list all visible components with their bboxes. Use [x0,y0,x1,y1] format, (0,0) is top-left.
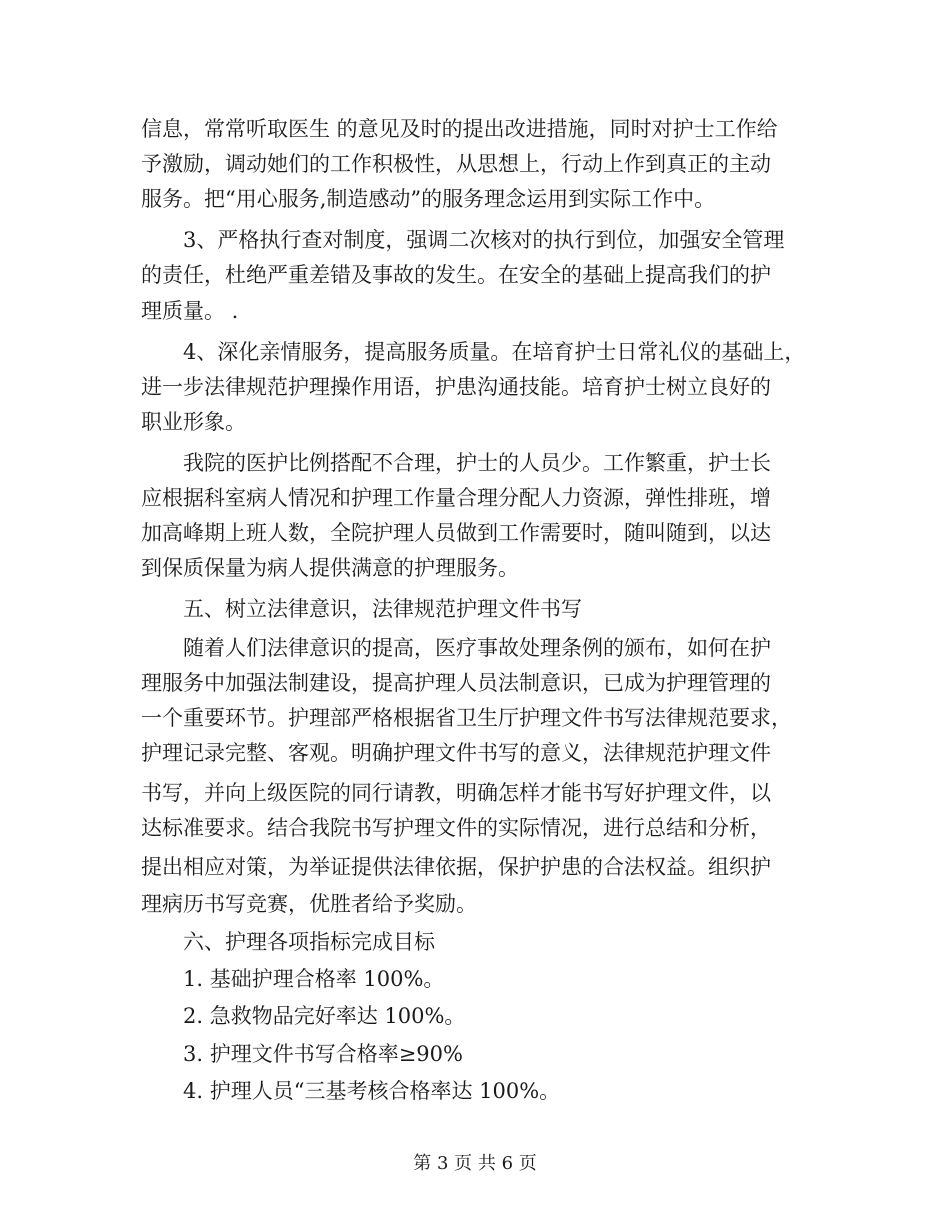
paragraph-line: 3、严格执行查对制度，强调二次核对的执行到位，加强安全管理 [183,228,785,252]
paragraph-line: 应根据科室病人情况和护理工作量合理分配人力资源，弹性排班，增 [141,486,771,510]
paragraph-line: 的责任，杜绝严重差错及事故的发生。在安全的基础上提高我们的护 [141,263,771,287]
section-heading: 六、护理各项指标完成目标 [183,930,435,954]
list-item: 3. 护理文件书写合格率≥90% [183,1042,463,1066]
paragraph-line: 理服务中加强法制建设，提高护理人员法制意识，已成为护理管理的 [141,671,771,695]
paragraph-line: 加高峰期上班人数，全院护理人员做到工作需要时，随叫随到，以达 [141,521,771,545]
paragraph-line: 随着人们法律意识的提高，医疗事故处理条例的颁布，如何在护 [183,636,771,660]
paragraph-line: 进一步法律规范护理操作用语，护患沟通技能。培育护士树立良好的 [141,375,771,399]
paragraph-line: 服务。把“用心服务,制造感动”的服务理念运用到实际工作中。 [141,187,716,211]
paragraph-line: 予激励，调动她们的工作积极性，从思想上，行动上作到真正的主动 [141,152,771,176]
paragraph-line: 我院的医护比例搭配不合理，护士的人员少。工作繁重，护士长 [183,451,771,475]
paragraph-line: 提出相应对策，为举证提供法律依据，保护护患的合法权益。组织护 [141,855,771,879]
paragraph-line: 职业形象。 [141,410,246,434]
paragraph-line: 到保质保量为病人提供满意的护理服务。 [141,556,519,580]
paragraph-line: 理质量。 . [141,299,239,323]
paragraph-line: 书写，并向上级医院的同行请教，明确怎样才能书写好护理文件，以 [141,781,771,805]
list-item: 1. 基础护理合格率 100%。 [183,967,445,991]
paragraph-line: 护理记录完整、客观。明确护理文件书写的意义，法律规范护理文件 [141,741,771,765]
paragraph-line: 达标准要求。结合我院书写护理文件的实际情况，进行总结和分析， [141,816,771,840]
paragraph-line: 理病历书写竞赛，优胜者给予奖励。 [141,892,477,916]
list-item: 4. 护理人员“三基考核合格率达 100%。 [183,1079,561,1103]
page-number-footer: 第 3 页 共 6 页 [413,1153,537,1174]
paragraph-line: 一个重要环节。护理部严格根据省卫生厅护理文件书写法律规范要求， [141,706,792,730]
section-heading: 五、树立法律意识，法律规范护理文件书写 [183,597,582,621]
list-item: 2. 急救物品完好率达 100%。 [183,1004,466,1028]
paragraph-line: 信息，常常听取医生 的意见及时的提出改进措施，同时对护士工作给 [141,117,778,141]
paragraph-line: 4、深化亲情服务，提高服务质量。在培育护士日常礼仪的基础上， [183,340,806,364]
